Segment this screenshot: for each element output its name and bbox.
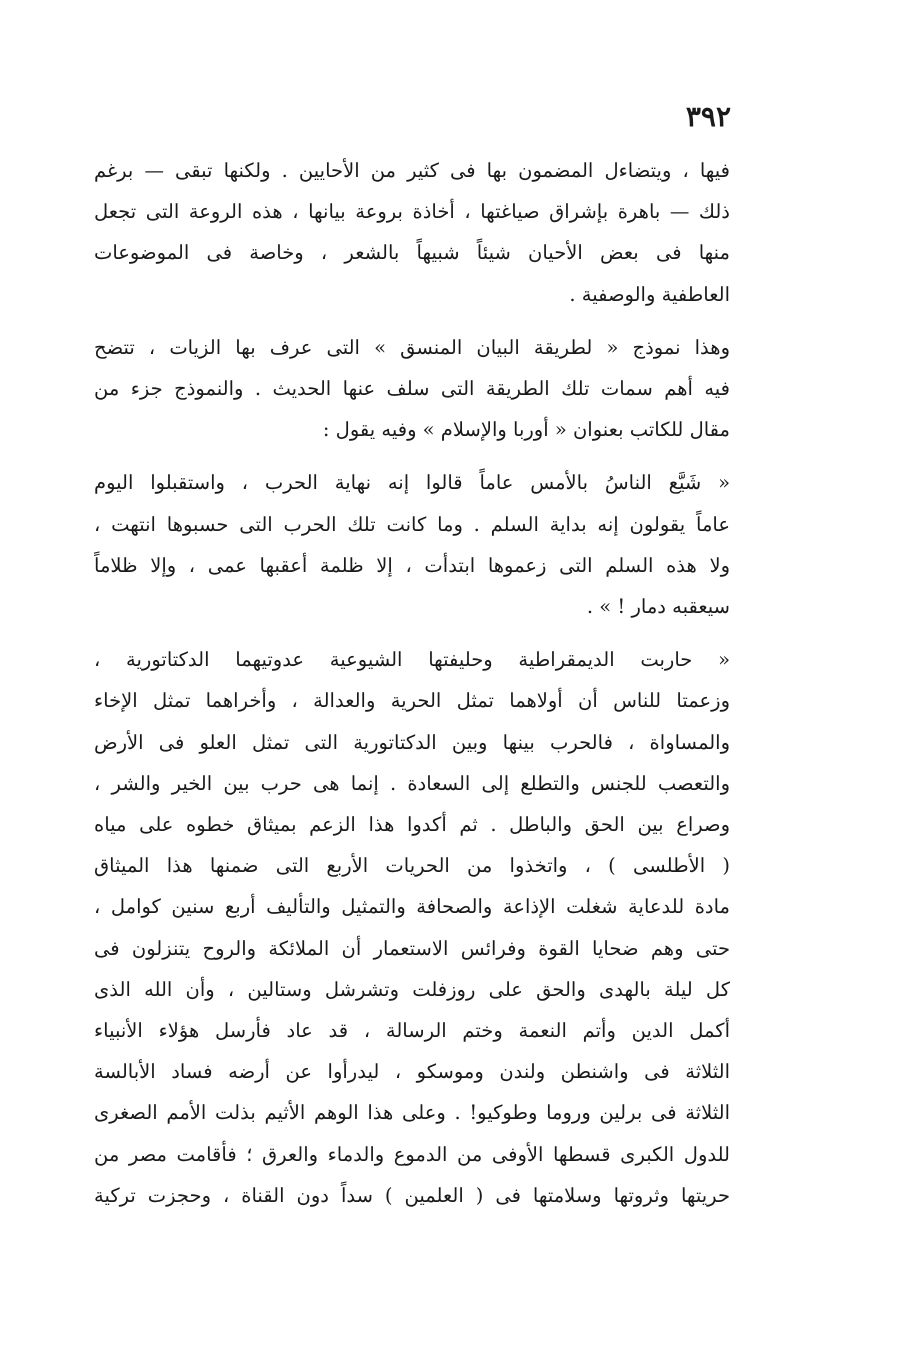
- paragraph-intro-end: [94, 150, 730, 315]
- page-number: ٣٩٢: [685, 100, 731, 133]
- text-line: ذلك — باهرة بإشراق صياغتها ، أخاذة بروعة بيانها ، هذه الروعة التى تجعل: [94, 200, 730, 224]
- text-line: عاماً يقولون إنه بداية السلم . وما كانت تلك الحرب التى حسبوها انتهت ،: [94, 512, 730, 536]
- text-line: والتعصب للجنس والتطلع إلى السعادة . إنما هى حرب بين الخير والشر ،: [94, 771, 730, 795]
- text-line: وهذا نموذج « لطريقة البيان المنسق » التى عرف بها الزيات ، تتضح: [94, 335, 730, 359]
- text-line: كل ليلة بالهدى والحق على روزفلت وتشرشل وستالين ، وأن الله الذى: [94, 977, 730, 1001]
- text-line: حريتها وثروتها وسلامتها فى ( العلمين ) سداً دون القناة ، وحجزت تركية: [94, 1183, 730, 1207]
- text-line: للدول الكبرى قسطها الأوفى من الدموع والدماء والعرق ؛ فأقامت مصر من: [94, 1142, 730, 1166]
- text-line: فيه أهم سمات تلك الطريقة التى سلف عنها الحديث . والنموذج جزء من: [94, 377, 730, 401]
- text-line: سيعقبه دمار ! » .: [586, 595, 730, 619]
- text-line: « حاربت الديمقراطية وحليفتها الشيوعية عدوتيهما الدكتاتورية ،: [94, 648, 730, 672]
- paragraph-quote-1: [94, 462, 730, 627]
- text-line: حتى وهم ضحايا القوة وفرائس الاستعمار أن الملائكة والروح يتنزلون فى: [94, 936, 730, 960]
- text-line: وصراع بين الحق والباطل . ثم أكدوا هذا الزعم بميثاق خطوه على مياه: [94, 813, 730, 837]
- text-line: ولا هذه السلم التى زعموها ابتدأت ، إلا ظلمة أعقبها عمى ، وإلا ظلاماً: [94, 553, 730, 577]
- text-line: منها فى بعض الأحيان شيئاً شبيهاً بالشعر ، وخاصة فى الموضوعات: [94, 241, 730, 265]
- body-text: [94, 150, 730, 1216]
- text-line: الثلاثة فى برلين وروما وطوكيو! . وعلى هذا الوهم الأثيم بذلت الأمم الصغرى: [94, 1101, 730, 1125]
- text-line: العاطفية والوصفية .: [569, 282, 730, 306]
- text-line: « شَيَّع الناسُ بالأمس عاماً قالوا إنه نهاية الحرب ، واستقبلوا اليوم: [94, 471, 730, 495]
- text-line: والمساواة ، فالحرب بينها وبين الدكتاتورية التى تمثل العلو فى الأرض: [94, 730, 730, 754]
- paragraph-model-intro: [94, 327, 730, 451]
- text-line: مقال للكاتب بعنوان « أوربا والإسلام » وفيه يقول :: [322, 418, 730, 442]
- paragraph-quote-2: [94, 639, 730, 1216]
- text-line: فيها ، ويتضاءل المضمون بها فى كثير من الأحايين . ولكنها تبقى — برغم: [94, 159, 730, 182]
- text-line: أكمل الدين وأتم النعمة وختم الرسالة ، قد عاد فأرسل هؤلاء الأنبياء: [94, 1019, 730, 1043]
- text-line: مادة للدعاية شغلت الإذاعة والصحافة والتمثيل والتأليف أربع سنين كوامل ،: [94, 895, 730, 919]
- text-line: ( الأطلسى ) ، واتخذوا من الحريات الأربع التى ضمنها هذا الميثاق: [94, 854, 730, 878]
- text-line: الثلاثة فى واشنطن ولندن وموسكو ، ليدرأوا عن أرضه فساد الأبالسة: [94, 1060, 730, 1084]
- text-line: وزعمتا للناس أن أولاهما تمثل الحرية والعدالة ، وأخراهما تمثل الإخاء: [94, 689, 730, 713]
